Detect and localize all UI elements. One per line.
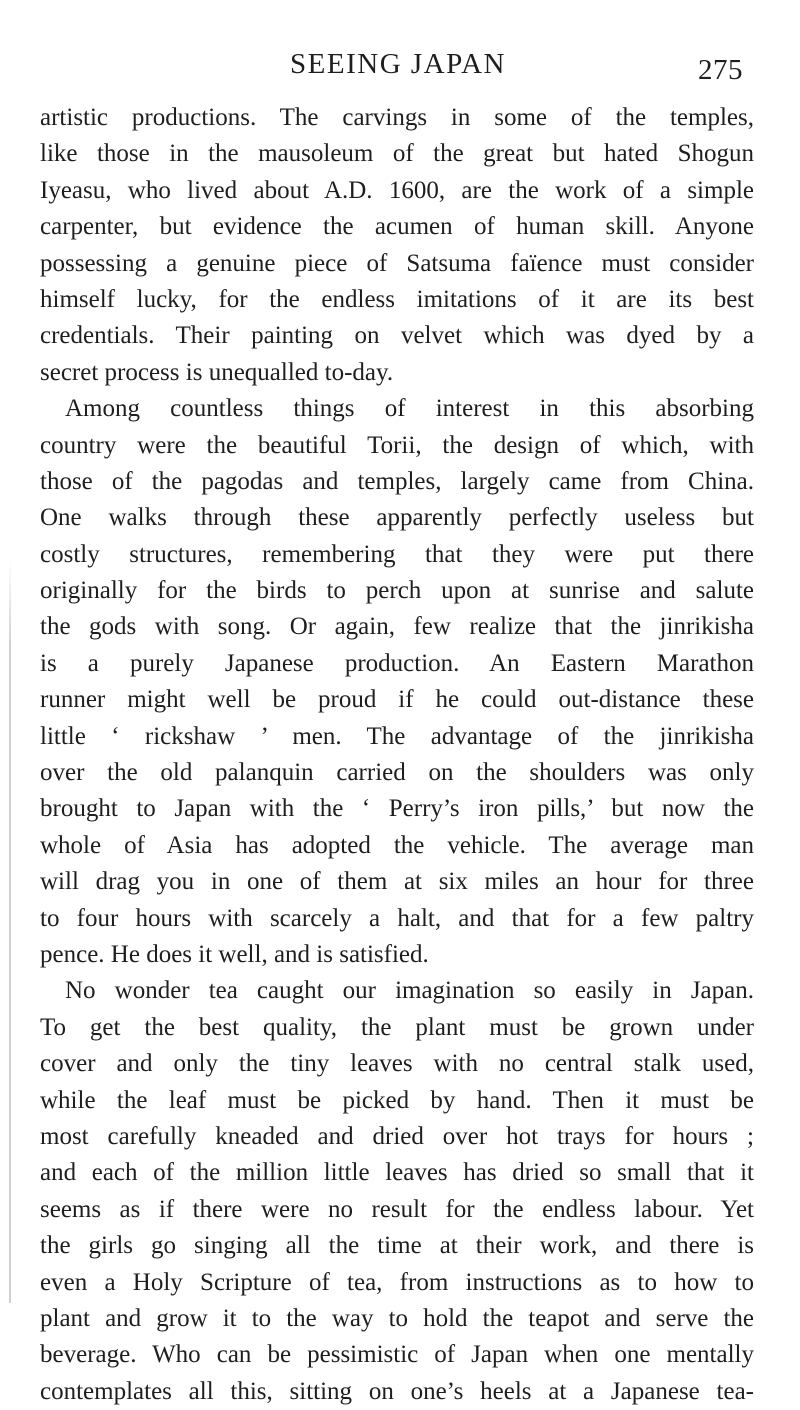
text-line: possessing a genuine piece of Satsuma faïence must consider	[40, 249, 754, 277]
text-line: contemplates all this, sitting on one’s heels at a Japanese tea-	[40, 1377, 754, 1405]
text-line: over the old palanquin carried on the shoulders was only	[40, 759, 754, 787]
text-line: is a purely Japanese production. An Eastern Marathon	[40, 649, 754, 677]
text-line: to four hours with scarcely a halt, and that for a few paltry	[40, 904, 754, 932]
text-line: artistic productions. The carvings in some of the temples,	[40, 104, 754, 131]
text-line: even a Holy Scripture of tea, from instructions as to how to	[40, 1268, 754, 1296]
text-line: while the leaf must be picked by hand. Then it must be	[40, 1086, 754, 1114]
text-line: Iyeasu, who lived about A.D. 1600, are the work of a simple	[40, 176, 754, 204]
text-line: To get the best quality, the plant must be grown under	[40, 1013, 754, 1041]
text-line: those of the pagodas and temples, largely came from China.	[40, 467, 754, 495]
text-line: originally for the birds to perch upon at sunrise and salute	[40, 577, 754, 605]
text-line: costly structures, remembering that they were put there	[40, 540, 754, 568]
running-head: SEEING JAPAN	[290, 48, 506, 80]
text-line: runner might well be proud if he could out-distance these	[40, 686, 754, 714]
page-header	[0, 44, 800, 84]
text-line: plant and grow it to the way to hold the teapot and serve the	[40, 1304, 754, 1332]
text-line: credentials. Their painting on velvet which was dyed by a	[40, 322, 754, 350]
text-line: carpenter, but evidence the acumen of human skill. Anyone	[40, 213, 754, 241]
text-line: Among countless things of interest in this absorbing	[65, 395, 754, 423]
text-line: whole of Asia has adopted the vehicle. The average man	[40, 831, 754, 859]
text-line: like those in the mausoleum of the great but hated Shogun	[40, 140, 754, 168]
paragraph-1	[40, 100, 754, 391]
body-text	[40, 100, 754, 1410]
text-line: himself lucky, for the endless imitations of it are its best	[40, 285, 754, 313]
text-line: cover and only the tiny leaves with no central stalk used,	[40, 1050, 754, 1078]
text-line: most carefully kneaded and dried over hot trays for hours ;	[40, 1122, 754, 1150]
text-line: the gods with song. Or again, few realize that the jinrikisha	[40, 613, 754, 641]
text-line: secret process is unequalled to-day.	[40, 358, 394, 386]
text-line: little ‘ rickshaw ’ men. The advantage of the jinrikisha	[40, 722, 754, 750]
text-line: No wonder tea caught our imagination so easily in Japan.	[65, 977, 754, 1005]
text-line: brought to Japan with the ‘ Perry’s iron pills,’ but now the	[40, 795, 754, 823]
text-line: seems as if there were no result for the endless labour. Yet	[40, 1195, 754, 1223]
text-line: will drag you in one of them at six miles an hour for three	[40, 868, 754, 896]
text-line: and each of the million little leaves has dried so small that it	[40, 1159, 754, 1187]
text-line: One walks through these apparently perfectly useless but	[40, 504, 754, 532]
page-edge-shadow	[9, 560, 11, 1303]
paragraph-2	[40, 391, 754, 973]
paragraph-3	[40, 973, 754, 1410]
text-line: country were the beautiful Torii, the design of which, with	[40, 431, 754, 459]
text-line: pence. He does it well, and is satisfied.	[40, 940, 429, 968]
page-number: 275	[698, 54, 743, 86]
text-line: beverage. Who can be pessimistic of Japan when one mentally	[40, 1341, 754, 1369]
text-line: the girls go singing all the time at their work, and there is	[40, 1232, 754, 1260]
